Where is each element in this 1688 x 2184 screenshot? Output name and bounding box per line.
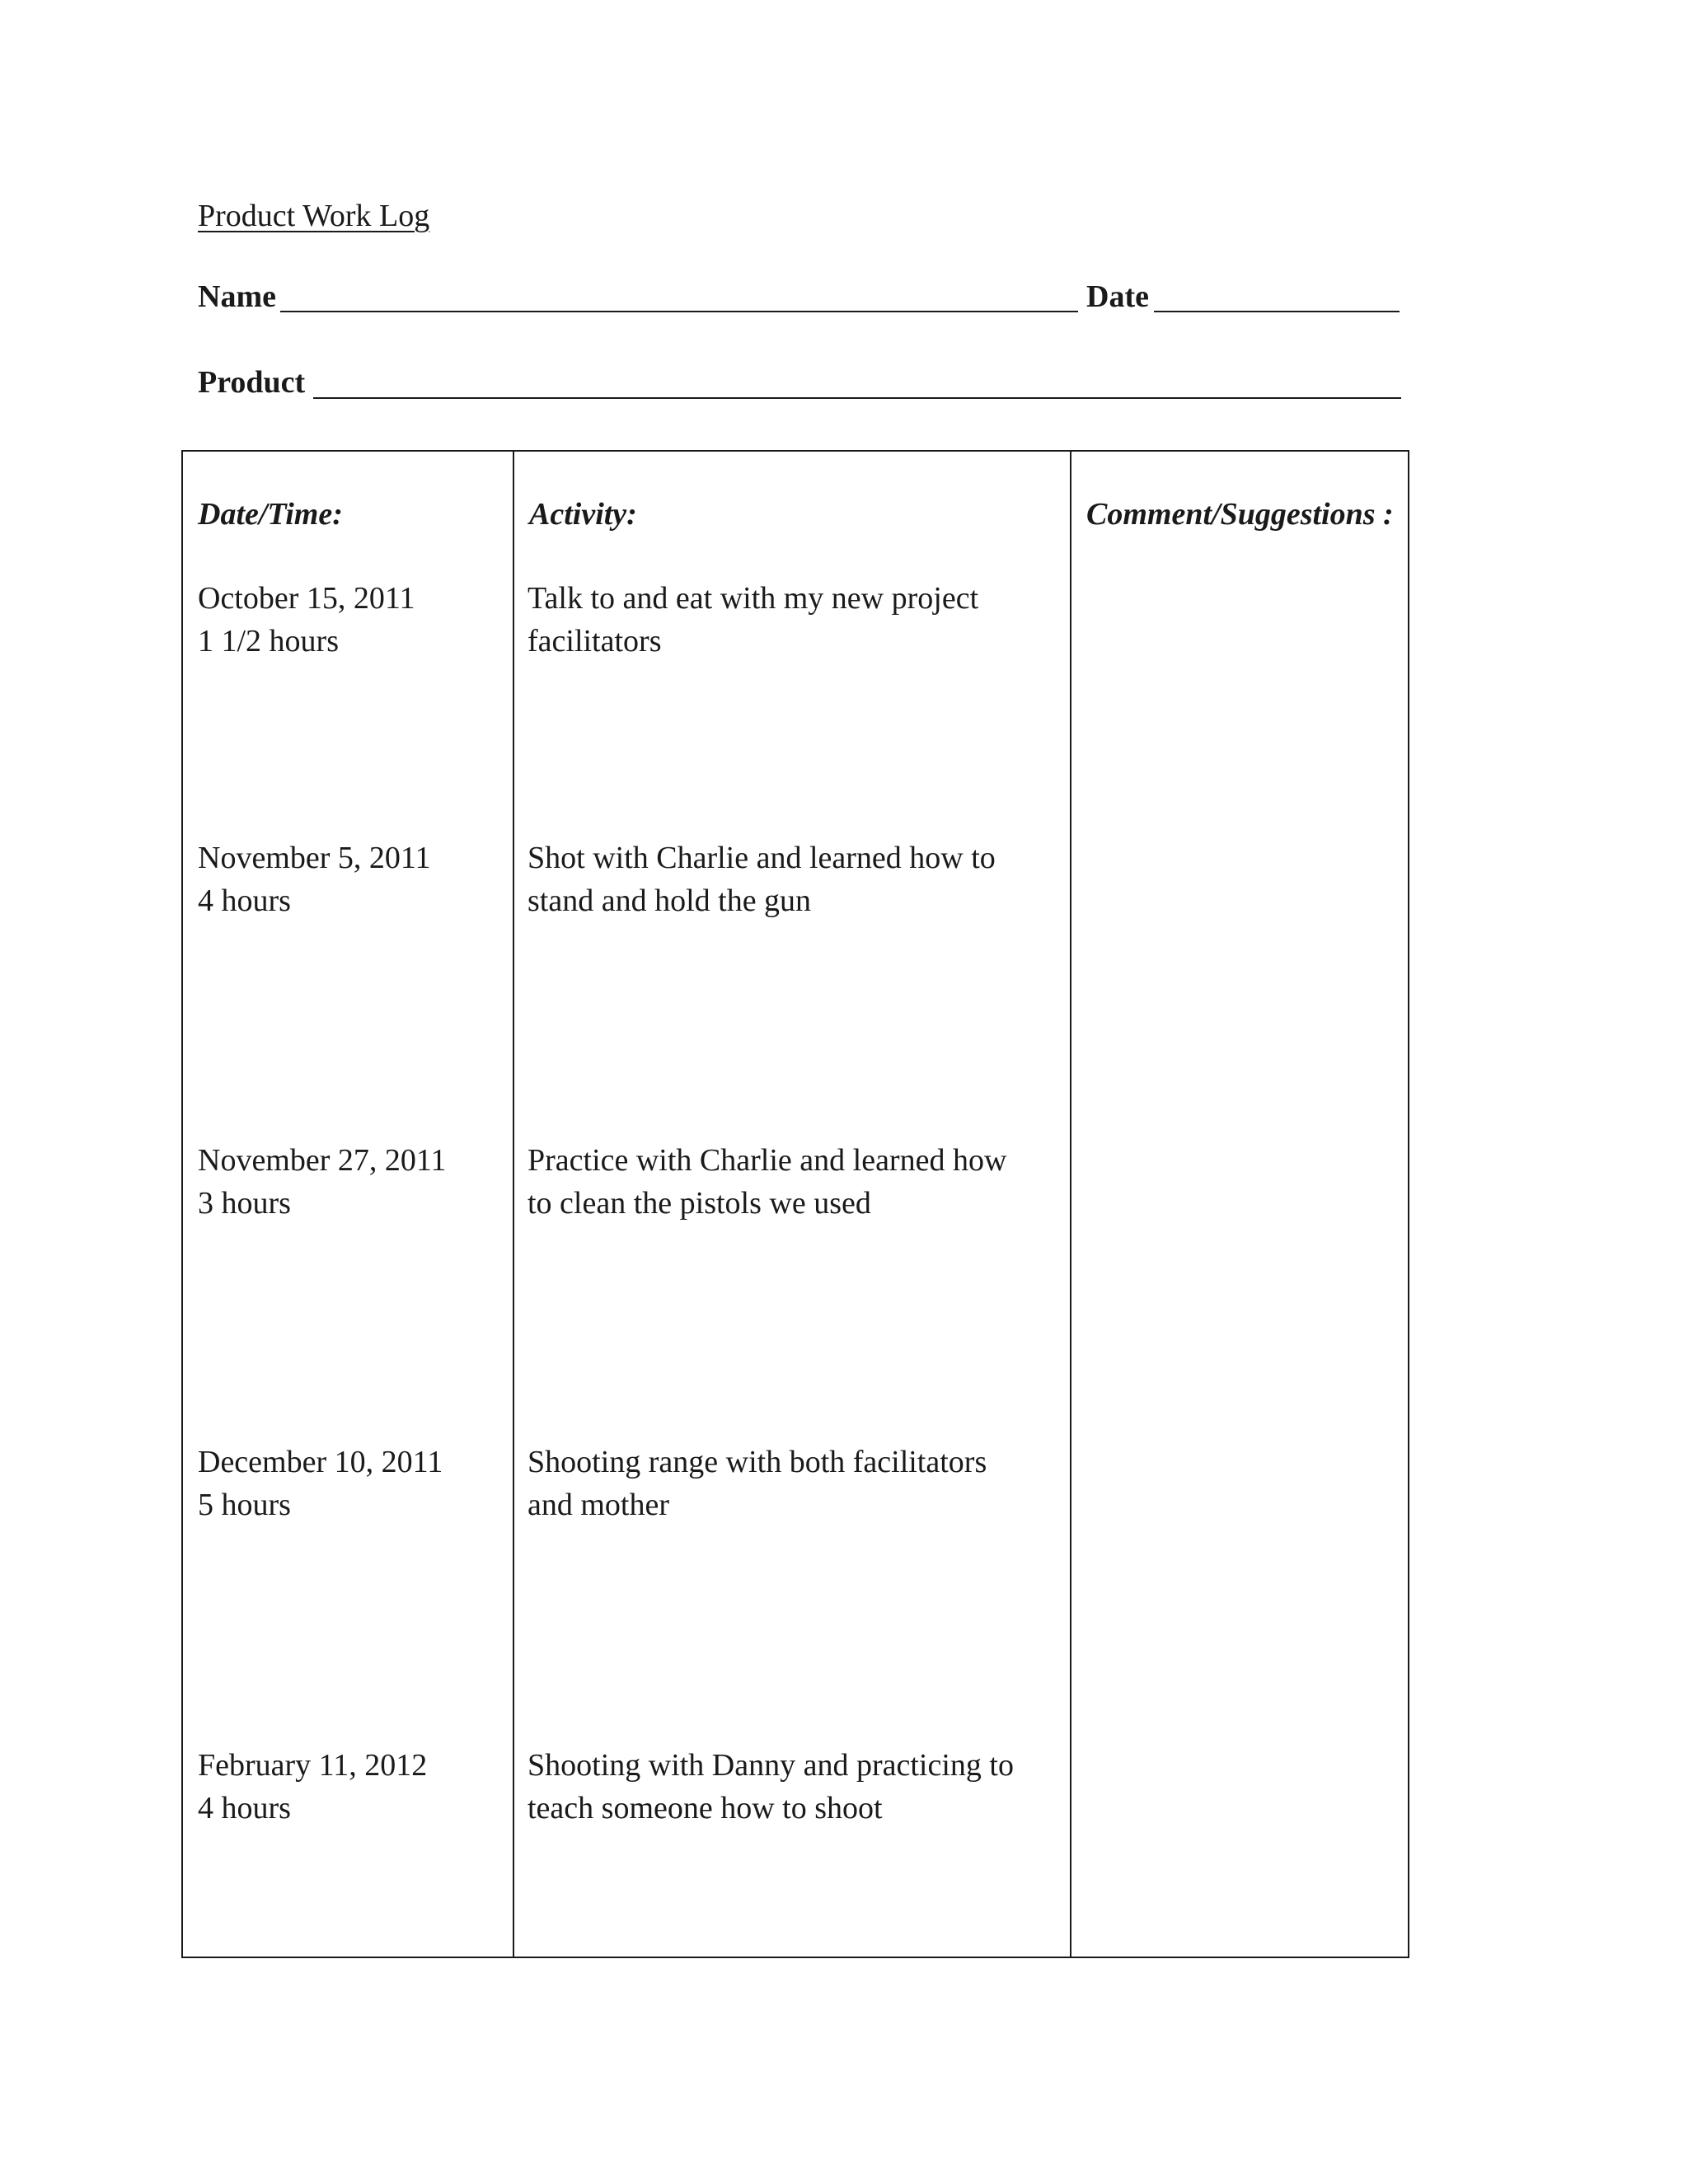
entry-activity-line: teach someone how to shoot: [528, 1791, 883, 1825]
entry-duration: 4 hours: [198, 883, 291, 918]
date-label: Date: [1086, 279, 1149, 314]
entry-date: November 5, 2011: [198, 841, 431, 875]
entry-activity-line: Practice with Charlie and learned how: [528, 1143, 1007, 1178]
product-label: Product: [198, 365, 306, 400]
entry-activity-line: facilitators: [528, 624, 662, 658]
table-row-date-cell: [198, 577, 503, 663]
header-activity: Activity:: [529, 497, 637, 532]
table-row-date-cell: [198, 1744, 503, 1830]
table-row-activity-cell: [528, 1441, 1068, 1526]
table-row-date-cell: [198, 1441, 503, 1526]
entry-duration: 3 hours: [198, 1186, 291, 1221]
entry-activity-line: to clean the pistols we used: [528, 1186, 871, 1221]
table-row-date-cell: [198, 837, 503, 922]
table-row-activity-cell: [528, 1744, 1068, 1830]
table-row-activity-cell: [528, 837, 1068, 922]
page-title: Product Work Log: [198, 199, 430, 233]
column-divider: [1070, 452, 1071, 1957]
entry-date: October 15, 2011: [198, 581, 415, 616]
name-field[interactable]: [280, 311, 1078, 312]
date-field[interactable]: [1154, 311, 1400, 312]
product-field[interactable]: [313, 397, 1401, 399]
entry-duration: 5 hours: [198, 1488, 291, 1522]
name-label: Name: [198, 279, 276, 314]
entry-duration: 1 1/2 hours: [198, 624, 339, 658]
entry-date: December 10, 2011: [198, 1445, 443, 1479]
entry-duration: 4 hours: [198, 1791, 291, 1825]
table-row-activity-cell: [528, 577, 1068, 663]
entry-activity-line: Talk to and eat with my new project: [528, 581, 979, 616]
entry-activity-line: and mother: [528, 1488, 670, 1522]
header-comment-suggestions: Comment/Suggestions :: [1086, 497, 1394, 532]
table-row-activity-cell: [528, 1139, 1068, 1225]
column-divider: [513, 452, 514, 1957]
table-row-date-cell: [198, 1139, 503, 1225]
header-date-time: Date/Time:: [198, 497, 343, 532]
entry-activity-line: Shot with Charlie and learned how to: [528, 841, 996, 875]
entry-activity-line: stand and hold the gun: [528, 883, 812, 918]
entry-date: February 11, 2012: [198, 1748, 428, 1783]
entry-activity-line: Shooting range with both facilitators: [528, 1445, 987, 1479]
entry-activity-line: Shooting with Danny and practicing to: [528, 1748, 1014, 1783]
work-log-table: [181, 450, 1409, 1958]
entry-date: November 27, 2011: [198, 1143, 447, 1178]
